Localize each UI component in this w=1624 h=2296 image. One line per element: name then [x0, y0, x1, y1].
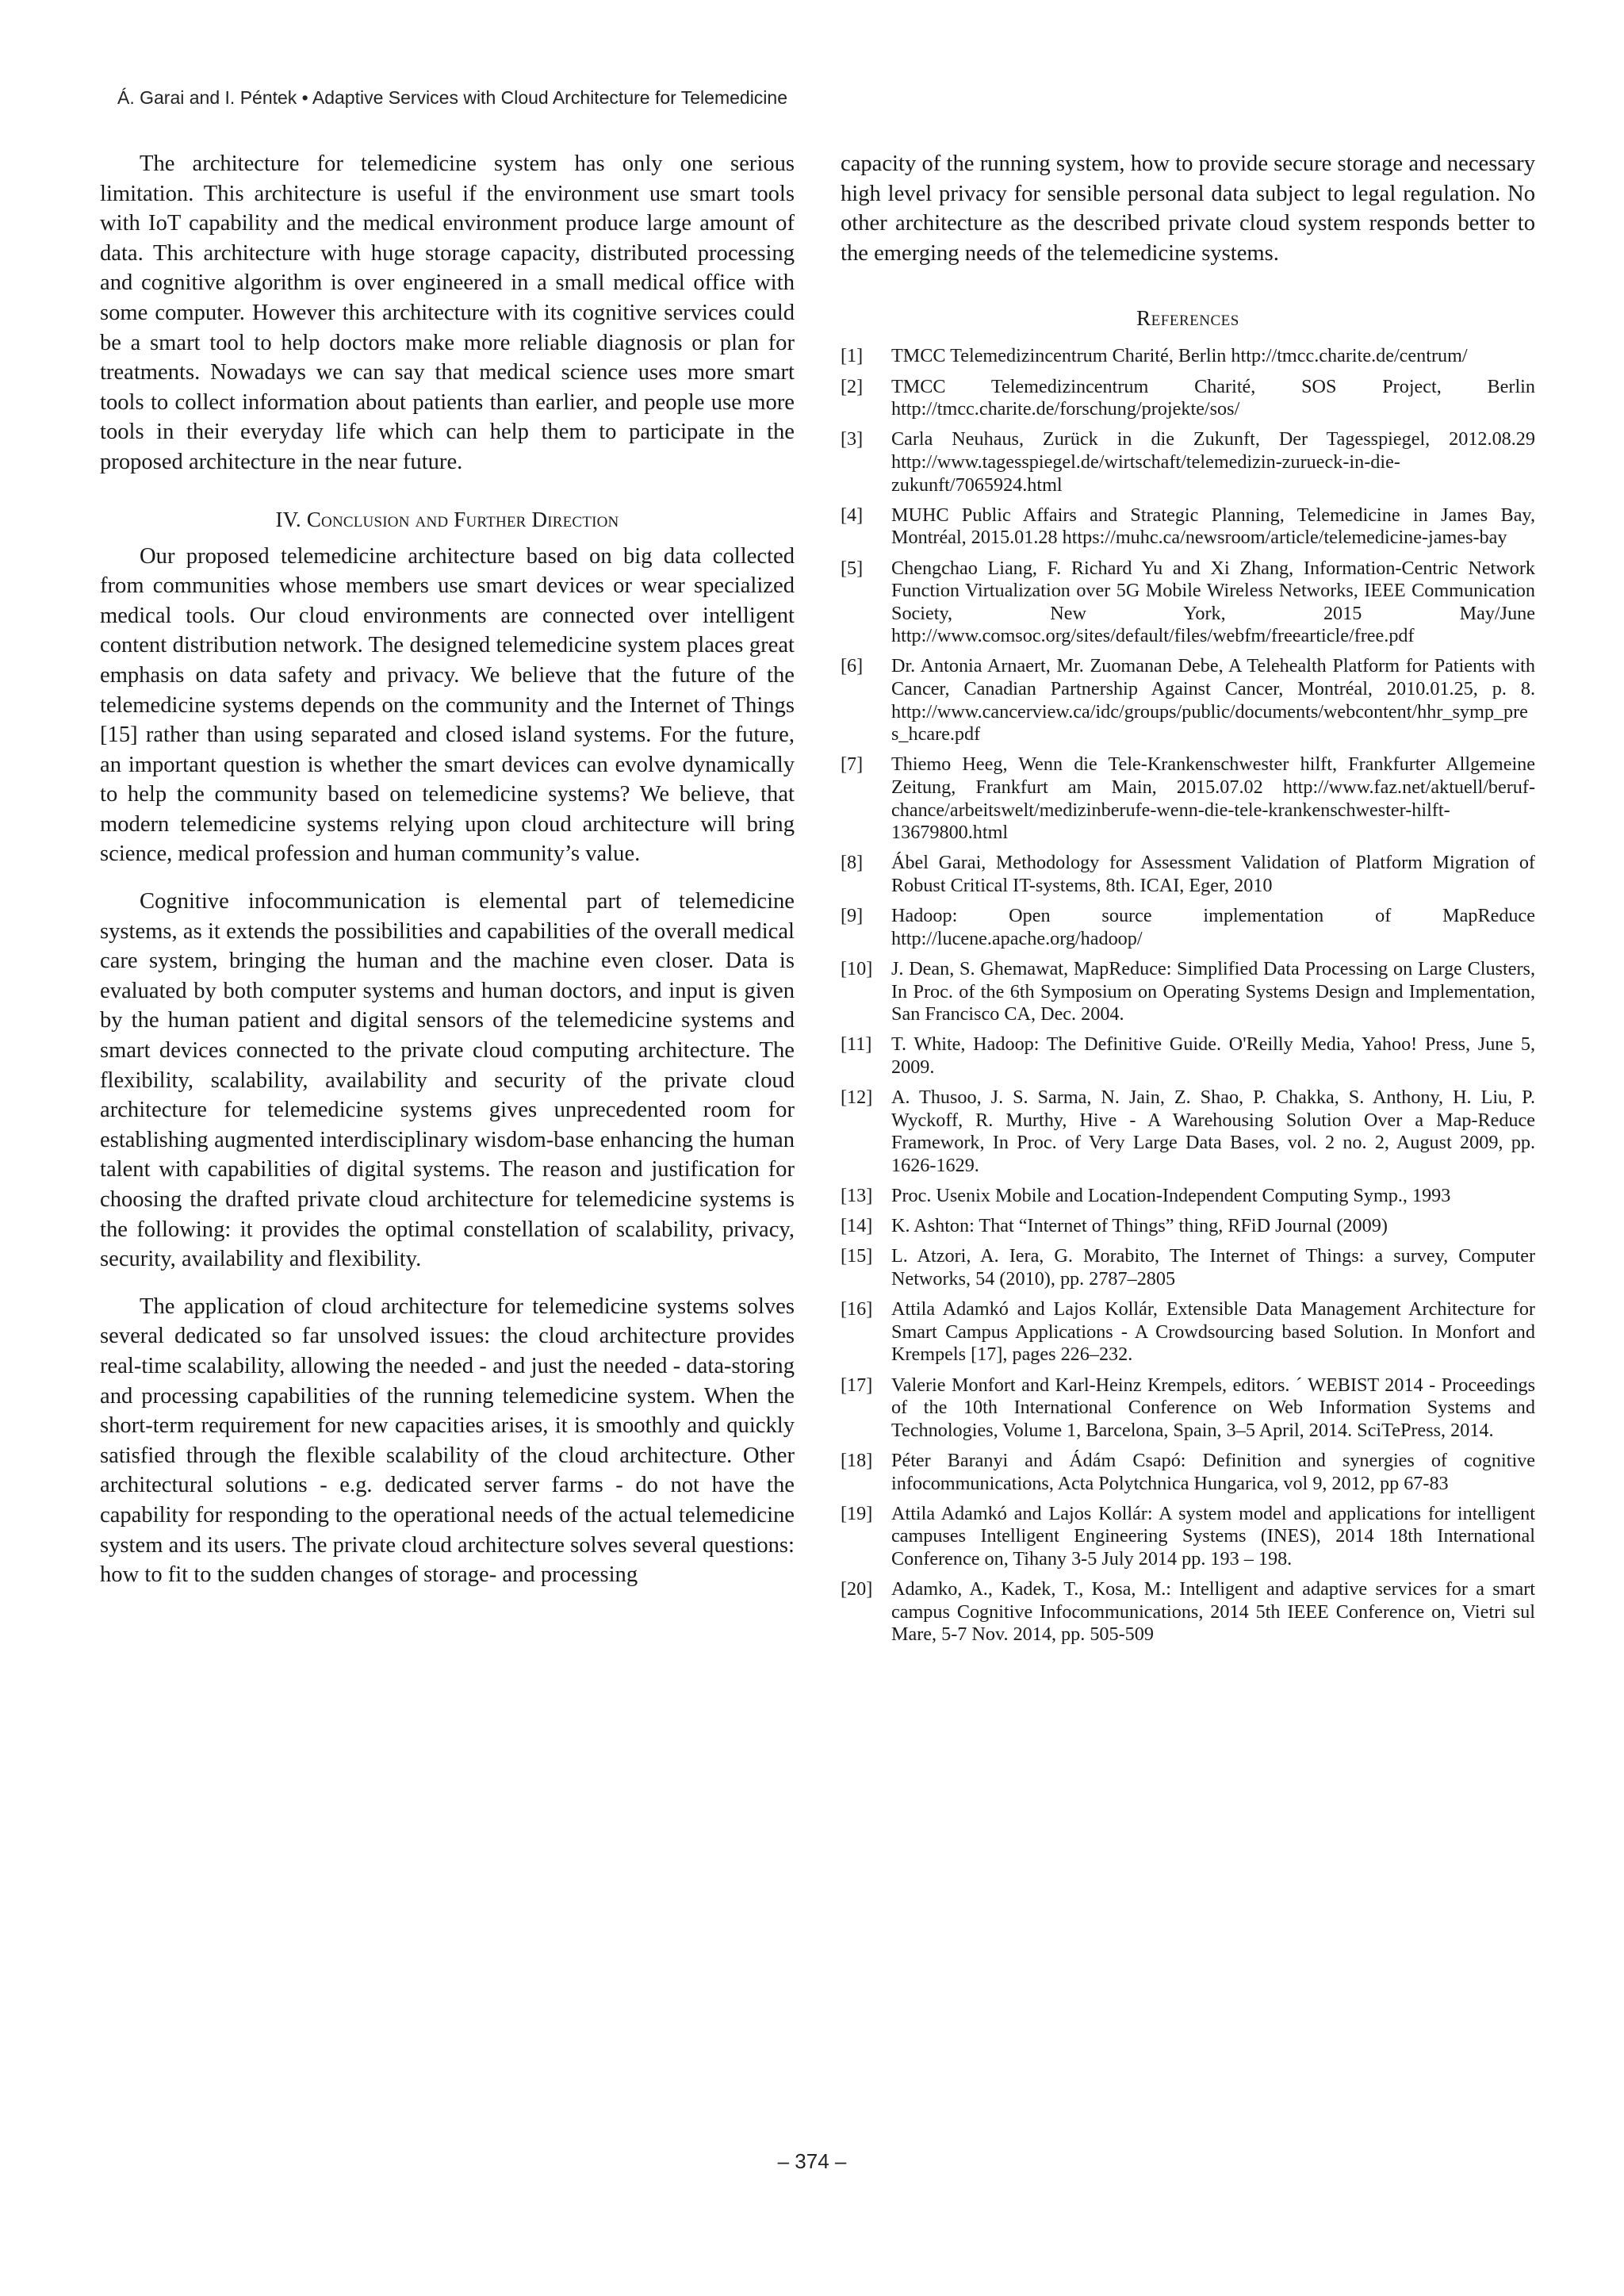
reference-item [841, 1578, 1535, 1646]
reference-item [841, 1503, 1535, 1571]
reference-item [841, 345, 1535, 368]
reference-number: [17] [841, 1374, 873, 1396]
body-paragraph: The architecture for telemedicine system has only one serious limitation. This architecture is useful if the environment use smart tools with IoT capability and the medical environment produce large amount of data. This architecture with huge storage capacity, distributed processing and cognitive algorithm is over engineered in a small medical office with some computer. However this architecture with its cognitive services could be a smart tool to help doctors make more reliable diagnosis or plan for treatments. Nowadays we can say that medical science uses more smart tools to collect information about patients than earlier, and people use more tools in their everyday life which can help them to participate in the proposed architecture in the near future. [100, 151, 795, 474]
reference-item [841, 852, 1535, 897]
reference-item [841, 428, 1535, 496]
body-paragraph-continued: capacity of the running system, how to provide secure storage and necessary high level privacy for sensible personal data subject to legal regulation. No other architecture as the described private cloud system responds better to the emerging needs of the telemedicine systems. [841, 151, 1535, 266]
body-paragraph: The application of cloud architecture for telemedicine systems solves several dedicated so far unsolved issues: the cloud architecture provides real-time scalability, allowing the needed - and just the needed - data-storing and processing capabilities of the running telemedicine system. When the short-term requirement for new capacities arises, it is smoothly and quickly satisfied through the flexible scalability of the cloud architecture. Other architectural solutions - e.g. dedicated server farms - do not have the capability for responding to the operational needs of the actual telemedicine system and its users. The private cloud architecture solves several questions: how to fit to the sudden changes of storage- and processing [100, 1294, 795, 1588]
reference-text: Chengchao Liang, F. Richard Yu and Xi Zhang, Information-Centric Network Function Virtualization over 5G Mobile Wireless Networks, IEEE Communication Society, New York, 2015 May/June http://www.comsoc.org/sites/default/files/webfm/freearticle/free.pdf [891, 557, 1535, 647]
reference-text: Péter Baranyi and Ádám Csapó: Definition and synergies of cognitive infocommunications, Acta Polytchnica Hungarica, vol 9, 2012, pp 67-83 [891, 1450, 1535, 1494]
reference-text: Adamko, A., Kadek, T., Kosa, M.: Intelligent and adaptive services for a smart campus Cognitive Infocommunications, 2014 5th IEEE Conference on, Vietri sul Mare, 5-7 Nov. 2014, pp. 505-509 [891, 1578, 1535, 1646]
reference-number: [16] [841, 1298, 873, 1320]
left-column [100, 149, 795, 1608]
reference-text: MUHC Public Affairs and Strategic Planning, Telemedicine in James Bay, Montréal, 2015.01.28 https://muhc.ca/newsroom/article/telemedicine-james-bay [891, 504, 1535, 549]
reference-item [841, 905, 1535, 950]
reference-number: [14] [841, 1215, 873, 1237]
running-header: Á. Garai and I. Péntek • Adaptive Services with Cloud Architecture for Telemedicine [117, 87, 788, 108]
reference-number: [7] [841, 753, 864, 776]
reference-text: T. White, Hadoop: The Definitive Guide. O'Reilly Media, Yahoo! Press, June 5, 2009. [891, 1033, 1535, 1078]
page-number: – 374 – [777, 2149, 847, 2173]
reference-item [841, 753, 1535, 844]
reference-number: [1] [841, 345, 864, 367]
reference-number: [19] [841, 1502, 873, 1524]
reference-text: Ábel Garai, Methodology for Assessment Validation of Platform Migration of Robust Critical IT-systems, 8th. ICAI, Eger, 2010 [891, 852, 1535, 896]
reference-text: Dr. Antonia Arnaert, Mr. Zuomanan Debe, A Telehealth Platform for Patients with Cancer, Canadian Partnership Against Cancer, Montréal, 2010.01.25, p. 8. http://www.cancerview.ca/idc/groups/public/documents/webcontent/hhr_symp_pres_hcare.pdf [891, 655, 1535, 746]
reference-number: [10] [841, 957, 873, 979]
right-column [841, 149, 1535, 1654]
reference-item [841, 504, 1535, 550]
reference-number: [12] [841, 1087, 873, 1109]
reference-item [841, 1450, 1535, 1495]
reference-number: [15] [841, 1245, 873, 1267]
reference-number: [13] [841, 1185, 873, 1207]
reference-number: [6] [841, 655, 864, 677]
reference-text: Thiemo Heeg, Wenn die Tele-Krankenschwester hilft, Frankfurter Allgemeine Zeitung, Frankfurt am Main, 2015.07.02 http://www.faz.net/aktuell/beruf-chance/arbeitswelt/medizinberufe-wenn-die-tele-krankenschwester-hilft-13679800.html [891, 753, 1535, 844]
references-heading: References [1136, 306, 1239, 331]
reference-text: K. Ashton: That “Internet of Things” thing, RFiD Journal (2009) [891, 1215, 1388, 1237]
reference-text: Valerie Monfort and Karl-Heinz Krempels, editors. ´ WEBIST 2014 - Proceedings of the 10th International Conference on Web Information Systems and Technologies, Volume 1, Barcelona, Spain, 3–5 April, 2014. SciTePress, 2014. [891, 1374, 1535, 1441]
reference-text: Attila Adamkó and Lajos Kollár, Extensible Data Management Architecture for Smart Campus Applications - A Crowdsourcing based Solution. In Monfort and Krempels [17], pages 226–232. [891, 1298, 1535, 1366]
body-paragraph: Our proposed telemedicine architecture based on big data collected from communities whose members use smart devices or wear specialized medical tools. Our cloud environments are connected over intelligent content distribution network. The designed telemedicine system places great emphasis on data safety and privacy. We believe that the future of the telemedicine systems depends on the community and the Internet of Things [15] rather than using separated and closed island systems. For the future, an important question is whether the smart devices can evolve dynamically to help the community based on telemedicine systems? We believe, that modern telemedicine systems relying upon cloud architecture will bring science, medical profession and human community’s value. [100, 543, 795, 867]
reference-text: TMCC Telemedizincentrum Charité, Berlin http://tmcc.charite.de/centrum/ [891, 345, 1468, 367]
reference-number: [8] [841, 852, 864, 874]
reference-text: A. Thusoo, J. S. Sarma, N. Jain, Z. Shao, P. Chakka, S. Anthony, H. Liu, P. Wyckoff, R. Murthy, Hive - A Warehousing Solution Over a Map-Reduce Framework, In Proc. of Very Large Data Bases, vol. 2 no. 2, August 2009, pp. 1626-1629. [891, 1087, 1535, 1176]
reference-number: [11] [841, 1033, 872, 1056]
reference-item [841, 1215, 1535, 1238]
reference-number: [5] [841, 557, 864, 579]
reference-item [841, 655, 1535, 746]
body-paragraph: Cognitive infocommunication is elemental part of telemedicine systems, as it extends the possibilities and capabilities of the overall medical care system, bringing the human and the machine even closer. Data is evaluated by both computer systems and human doctors, and input is given by the human patient and digital sensors of the telemedicine systems and smart devices connected to the private cloud computing architecture. The flexibility, scalability, availability and security of the private cloud architecture for telemedicine systems gives unprecedented room for establishing augmented interdisciplinary wisdom-base enhancing the human talent with capabilities of digital systems. The reason and justification for choosing the drafted private cloud architecture for telemedicine systems is the following: it provides the optimal constellation of scalability, privacy, security, availability and flexibility. [100, 889, 795, 1272]
reference-number: [2] [841, 375, 864, 397]
reference-item [841, 1298, 1535, 1366]
reference-text: L. Atzori, A. Iera, G. Morabito, The Internet of Things: a survey, Computer Networks, 54 (2010), pp. 2787–2805 [891, 1245, 1535, 1290]
reference-text: Proc. Usenix Mobile and Location-Independent Computing Symp., 1993 [891, 1185, 1451, 1207]
reference-number: [9] [841, 905, 864, 927]
reference-text: J. Dean, S. Ghemawat, MapReduce: Simplified Data Processing on Large Clusters, In Proc. of the 6th Symposium on Operating Systems Design and Implementation, San Francisco CA, Dec. 2004. [891, 957, 1535, 1025]
reference-number: [4] [841, 504, 864, 526]
reference-item [841, 376, 1535, 421]
reference-number: [18] [841, 1450, 873, 1471]
reference-text: Attila Adamkó and Lajos Kollár: A system model and applications for intelligent campuses Intelligent Engineering Systems (INES), 2014 18th International Conference on, Tihany 3-5 July 2014 pp. 193 – 198. [891, 1502, 1535, 1570]
reference-item [841, 1185, 1535, 1208]
reference-item [841, 1033, 1535, 1079]
reference-number: [20] [841, 1578, 873, 1600]
reference-number: [3] [841, 428, 864, 450]
reference-item [841, 958, 1535, 1026]
reference-item [841, 1087, 1535, 1177]
reference-text: Hadoop: Open source implementation of MapReduce http://lucene.apache.org/hadoop/ [891, 905, 1535, 949]
references-list [841, 345, 1535, 1646]
reference-item [841, 558, 1535, 648]
reference-item [841, 1245, 1535, 1290]
section-heading: IV. Conclusion and Further Direction [275, 507, 619, 531]
reference-text: Carla Neuhaus, Zurück in die Zukunft, Der Tagesspiegel, 2012.08.29 http://www.tagesspiegel.de/wirtschaft/telemedizin-zurueck-in-die-zukunft/7065924.html [891, 428, 1535, 496]
reference-item [841, 1374, 1535, 1443]
reference-text: TMCC Telemedizincentrum Charité, SOS Project, Berlin http://tmcc.charite.de/forschung/projekte/sos/ [891, 375, 1535, 420]
